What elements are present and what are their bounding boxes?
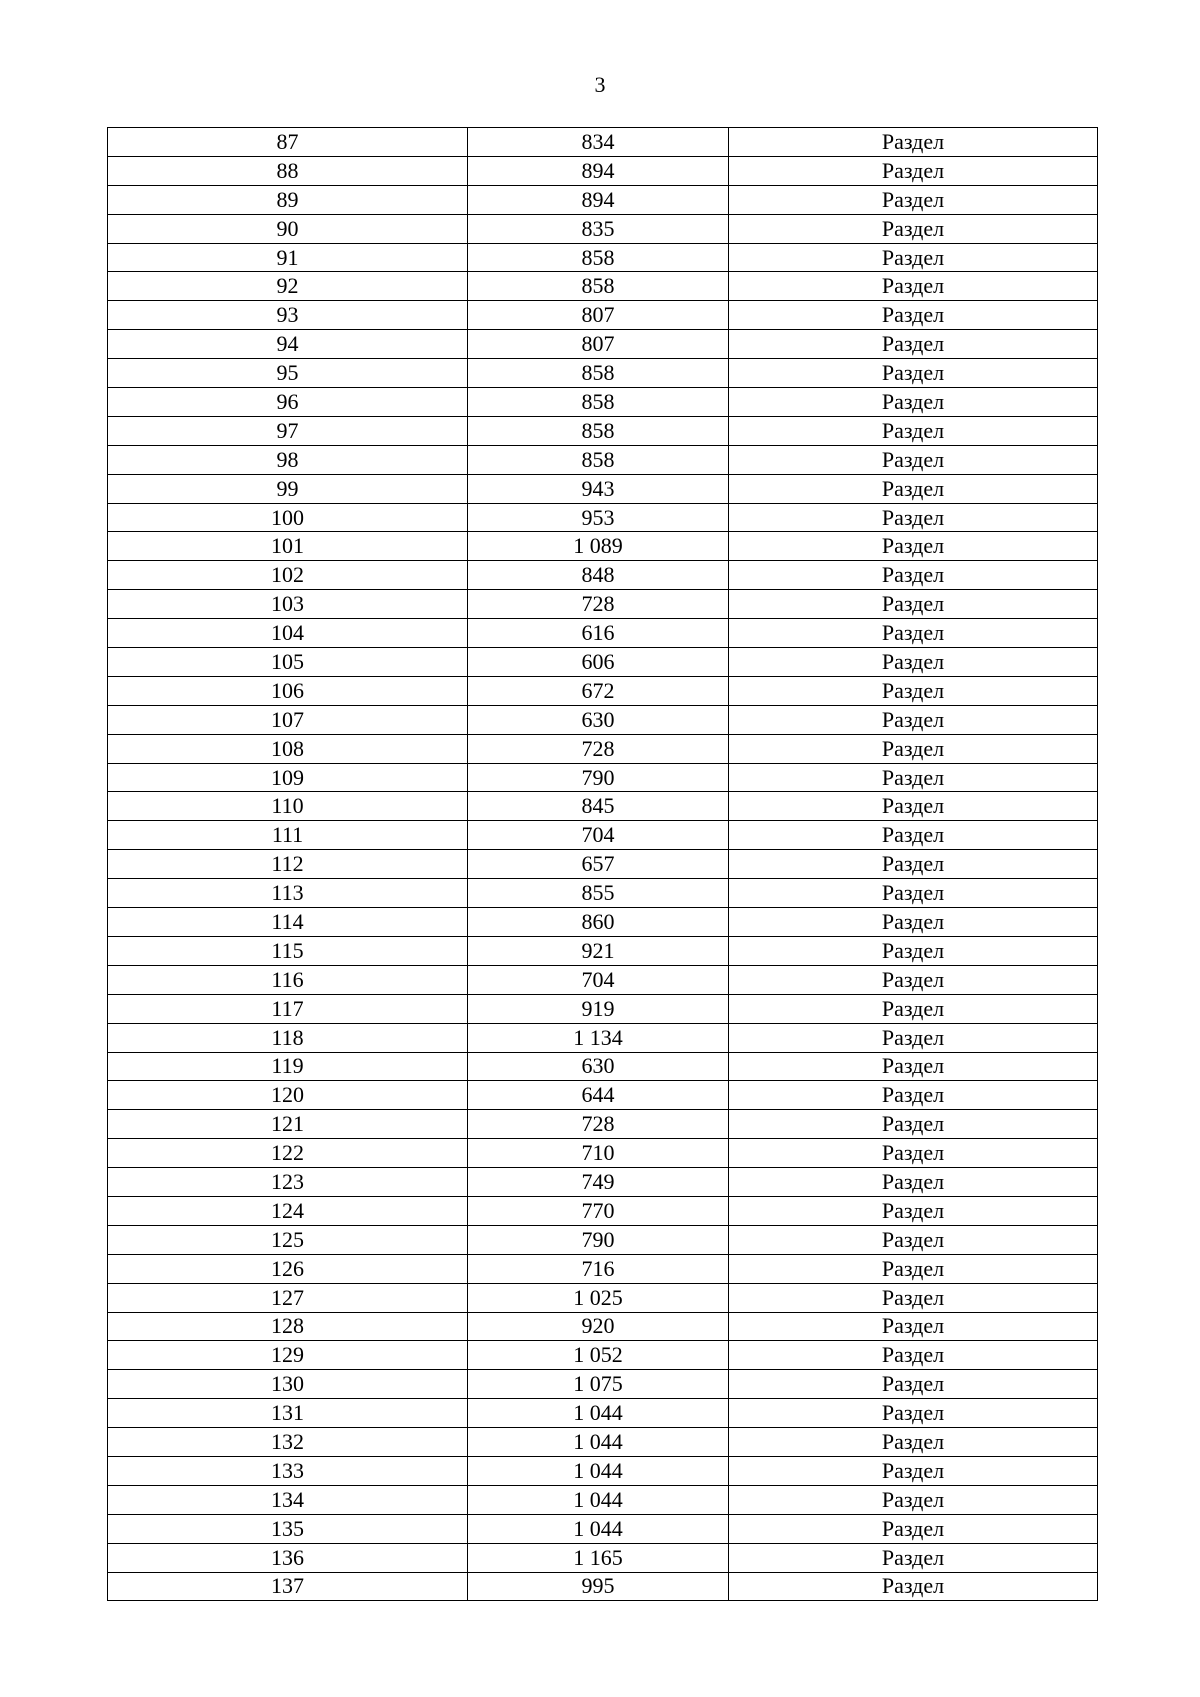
table-row — [108, 1456, 1098, 1485]
section-cell: Раздел — [729, 272, 1098, 301]
value-cell: 894 — [468, 185, 729, 214]
table-row — [108, 879, 1098, 908]
table-row — [108, 936, 1098, 965]
section-cell: Раздел — [729, 1399, 1098, 1428]
row-number-cell: 134 — [108, 1485, 468, 1514]
value-cell: 807 — [468, 301, 729, 330]
value-cell: 1 044 — [468, 1428, 729, 1457]
value-cell: 858 — [468, 359, 729, 388]
section-cell: Раздел — [729, 1456, 1098, 1485]
row-number-cell: 137 — [108, 1572, 468, 1601]
section-cell: Раздел — [729, 416, 1098, 445]
table-row — [108, 1341, 1098, 1370]
value-cell: 858 — [468, 243, 729, 272]
value-cell: 858 — [468, 416, 729, 445]
table-row — [108, 128, 1098, 157]
row-number-cell: 133 — [108, 1456, 468, 1485]
value-cell: 845 — [468, 792, 729, 821]
row-number-cell: 107 — [108, 705, 468, 734]
value-cell: 728 — [468, 590, 729, 619]
section-cell: Раздел — [729, 330, 1098, 359]
section-cell: Раздел — [729, 388, 1098, 417]
row-number-cell: 103 — [108, 590, 468, 619]
table-row — [108, 214, 1098, 243]
row-number-cell: 112 — [108, 850, 468, 879]
table-row — [108, 561, 1098, 590]
section-cell: Раздел — [729, 1543, 1098, 1572]
value-cell: 995 — [468, 1572, 729, 1601]
section-cell: Раздел — [729, 1341, 1098, 1370]
section-cell: Раздел — [729, 1572, 1098, 1601]
section-cell: Раздел — [729, 1081, 1098, 1110]
row-number-cell: 125 — [108, 1225, 468, 1254]
table-row — [108, 1023, 1098, 1052]
row-number-cell: 111 — [108, 821, 468, 850]
value-cell: 835 — [468, 214, 729, 243]
value-cell: 858 — [468, 272, 729, 301]
table-row — [108, 1052, 1098, 1081]
table-row — [108, 1485, 1098, 1514]
row-number-cell: 91 — [108, 243, 468, 272]
table-row — [108, 648, 1098, 677]
section-cell: Раздел — [729, 1312, 1098, 1341]
section-cell: Раздел — [729, 965, 1098, 994]
table-row — [108, 792, 1098, 821]
section-cell: Раздел — [729, 1139, 1098, 1168]
row-number-cell: 124 — [108, 1196, 468, 1225]
table-row — [108, 1428, 1098, 1457]
section-cell: Раздел — [729, 705, 1098, 734]
value-cell: 943 — [468, 474, 729, 503]
table-row — [108, 821, 1098, 850]
value-cell: 1 025 — [468, 1283, 729, 1312]
table-row — [108, 243, 1098, 272]
section-cell: Раздел — [729, 792, 1098, 821]
value-cell: 807 — [468, 330, 729, 359]
section-cell: Раздел — [729, 1168, 1098, 1197]
table-row — [108, 908, 1098, 937]
value-cell: 953 — [468, 503, 729, 532]
value-cell: 834 — [468, 128, 729, 157]
value-cell: 728 — [468, 734, 729, 763]
row-number-cell: 101 — [108, 532, 468, 561]
row-number-cell: 97 — [108, 416, 468, 445]
value-cell: 855 — [468, 879, 729, 908]
row-number-cell: 92 — [108, 272, 468, 301]
table-row — [108, 301, 1098, 330]
table-row — [108, 474, 1098, 503]
row-number-cell: 90 — [108, 214, 468, 243]
value-cell: 630 — [468, 1052, 729, 1081]
value-cell: 919 — [468, 994, 729, 1023]
table-row — [108, 1312, 1098, 1341]
section-cell: Раздел — [729, 561, 1098, 590]
table-row — [108, 156, 1098, 185]
table-row — [108, 1543, 1098, 1572]
value-cell: 770 — [468, 1196, 729, 1225]
table-row — [108, 763, 1098, 792]
value-cell: 790 — [468, 1225, 729, 1254]
section-cell: Раздел — [729, 1283, 1098, 1312]
row-number-cell: 114 — [108, 908, 468, 937]
row-number-cell: 95 — [108, 359, 468, 388]
table-row — [108, 503, 1098, 532]
row-number-cell: 128 — [108, 1312, 468, 1341]
section-cell: Раздел — [729, 1370, 1098, 1399]
section-cell: Раздел — [729, 1514, 1098, 1543]
row-number-cell: 123 — [108, 1168, 468, 1197]
table-row — [108, 1399, 1098, 1428]
section-cell: Раздел — [729, 994, 1098, 1023]
value-cell: 749 — [468, 1168, 729, 1197]
row-number-cell: 88 — [108, 156, 468, 185]
table-row — [108, 994, 1098, 1023]
table-row — [108, 590, 1098, 619]
value-cell: 1 044 — [468, 1485, 729, 1514]
value-cell: 858 — [468, 445, 729, 474]
table-row — [108, 1514, 1098, 1543]
section-cell: Раздел — [729, 850, 1098, 879]
table-row — [108, 850, 1098, 879]
row-number-cell: 87 — [108, 128, 468, 157]
row-number-cell: 113 — [108, 879, 468, 908]
table-row — [108, 1283, 1098, 1312]
row-number-cell: 96 — [108, 388, 468, 417]
row-number-cell: 130 — [108, 1370, 468, 1399]
row-number-cell: 102 — [108, 561, 468, 590]
section-cell: Раздел — [729, 936, 1098, 965]
section-cell: Раздел — [729, 1023, 1098, 1052]
row-number-cell: 132 — [108, 1428, 468, 1457]
table-row — [108, 1572, 1098, 1601]
value-cell: 630 — [468, 705, 729, 734]
section-cell: Раздел — [729, 590, 1098, 619]
table-row — [108, 1254, 1098, 1283]
value-cell: 1 134 — [468, 1023, 729, 1052]
value-cell: 704 — [468, 965, 729, 994]
row-number-cell: 105 — [108, 648, 468, 677]
table-row — [108, 965, 1098, 994]
table-row — [108, 1081, 1098, 1110]
table-row — [108, 359, 1098, 388]
row-number-cell: 94 — [108, 330, 468, 359]
value-cell: 894 — [468, 156, 729, 185]
table-row — [108, 416, 1098, 445]
value-cell: 644 — [468, 1081, 729, 1110]
row-number-cell: 109 — [108, 763, 468, 792]
row-number-cell: 93 — [108, 301, 468, 330]
row-number-cell: 106 — [108, 676, 468, 705]
row-number-cell: 129 — [108, 1341, 468, 1370]
value-cell: 1 075 — [468, 1370, 729, 1399]
row-number-cell: 116 — [108, 965, 468, 994]
value-cell: 1 044 — [468, 1456, 729, 1485]
value-cell: 1 089 — [468, 532, 729, 561]
value-cell: 704 — [468, 821, 729, 850]
section-cell: Раздел — [729, 128, 1098, 157]
section-cell: Раздел — [729, 676, 1098, 705]
section-cell: Раздел — [729, 445, 1098, 474]
value-cell: 848 — [468, 561, 729, 590]
section-cell: Раздел — [729, 1110, 1098, 1139]
section-cell: Раздел — [729, 1485, 1098, 1514]
section-cell: Раздел — [729, 474, 1098, 503]
table-row — [108, 1370, 1098, 1399]
value-cell: 1 044 — [468, 1399, 729, 1428]
table-row — [108, 705, 1098, 734]
section-cell: Раздел — [729, 908, 1098, 937]
section-cell: Раздел — [729, 821, 1098, 850]
section-cell: Раздел — [729, 243, 1098, 272]
section-cell: Раздел — [729, 648, 1098, 677]
table-row — [108, 445, 1098, 474]
value-cell: 672 — [468, 676, 729, 705]
value-cell: 616 — [468, 619, 729, 648]
row-number-cell: 98 — [108, 445, 468, 474]
row-number-cell: 119 — [108, 1052, 468, 1081]
row-number-cell: 89 — [108, 185, 468, 214]
row-number-cell: 127 — [108, 1283, 468, 1312]
table-body — [108, 128, 1098, 1601]
row-number-cell: 122 — [108, 1139, 468, 1168]
table-row — [108, 734, 1098, 763]
section-cell: Раздел — [729, 879, 1098, 908]
row-number-cell: 135 — [108, 1514, 468, 1543]
section-cell: Раздел — [729, 185, 1098, 214]
value-cell: 657 — [468, 850, 729, 879]
table-row — [108, 532, 1098, 561]
value-cell: 921 — [468, 936, 729, 965]
table-row — [108, 388, 1098, 417]
section-cell: Раздел — [729, 503, 1098, 532]
page-number: 3 — [594, 72, 606, 97]
section-cell: Раздел — [729, 1428, 1098, 1457]
section-cell: Раздел — [729, 532, 1098, 561]
row-number-cell: 115 — [108, 936, 468, 965]
row-number-cell: 117 — [108, 994, 468, 1023]
section-cell: Раздел — [729, 1196, 1098, 1225]
table-row — [108, 1139, 1098, 1168]
section-cell: Раздел — [729, 359, 1098, 388]
value-cell: 716 — [468, 1254, 729, 1283]
value-cell: 1 044 — [468, 1514, 729, 1543]
data-table — [107, 127, 1098, 1601]
table-row — [108, 272, 1098, 301]
table-row — [108, 185, 1098, 214]
row-number-cell: 131 — [108, 1399, 468, 1428]
section-cell: Раздел — [729, 734, 1098, 763]
value-cell: 606 — [468, 648, 729, 677]
table-row — [108, 1168, 1098, 1197]
table-row — [108, 1110, 1098, 1139]
row-number-cell: 121 — [108, 1110, 468, 1139]
row-number-cell: 99 — [108, 474, 468, 503]
section-cell: Раздел — [729, 763, 1098, 792]
value-cell: 710 — [468, 1139, 729, 1168]
row-number-cell: 108 — [108, 734, 468, 763]
table-row — [108, 619, 1098, 648]
value-cell: 858 — [468, 388, 729, 417]
section-cell: Раздел — [729, 1225, 1098, 1254]
table-row — [108, 1225, 1098, 1254]
value-cell: 1 165 — [468, 1543, 729, 1572]
section-cell: Раздел — [729, 156, 1098, 185]
value-cell: 1 052 — [468, 1341, 729, 1370]
table-row — [108, 330, 1098, 359]
table-row — [108, 676, 1098, 705]
table-row — [108, 1196, 1098, 1225]
row-number-cell: 104 — [108, 619, 468, 648]
row-number-cell: 120 — [108, 1081, 468, 1110]
value-cell: 860 — [468, 908, 729, 937]
row-number-cell: 110 — [108, 792, 468, 821]
section-cell: Раздел — [729, 1254, 1098, 1283]
row-number-cell: 100 — [108, 503, 468, 532]
value-cell: 920 — [468, 1312, 729, 1341]
row-number-cell: 126 — [108, 1254, 468, 1283]
value-cell: 790 — [468, 763, 729, 792]
row-number-cell: 118 — [108, 1023, 468, 1052]
section-cell: Раздел — [729, 214, 1098, 243]
row-number-cell: 136 — [108, 1543, 468, 1572]
section-cell: Раздел — [729, 1052, 1098, 1081]
section-cell: Раздел — [729, 619, 1098, 648]
section-cell: Раздел — [729, 301, 1098, 330]
value-cell: 728 — [468, 1110, 729, 1139]
